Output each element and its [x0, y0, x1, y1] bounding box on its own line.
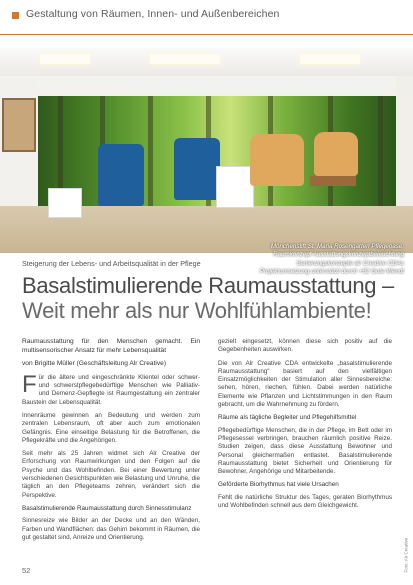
- column-left: [22, 338, 200, 547]
- subheading: Basalstimulierende Raumausstattung durch Sinnesstimulanz: [22, 504, 192, 512]
- page-number: 52: [22, 566, 31, 575]
- white-side-table: [48, 188, 82, 218]
- blue-armchair: [174, 138, 220, 200]
- wooden-coffee-table: [310, 176, 356, 186]
- article-lead: Raumausstattung für den Menschen gemacht. Ein multisensorischer Ansatz für mehr Lebensqualität: [22, 338, 200, 354]
- paragraph: [22, 370, 200, 407]
- drop-cap: F: [22, 370, 37, 398]
- photo-credit-text: Foto: Alr Creative: [403, 537, 409, 573]
- paragraph: Sinnesreize wie Bilder an der Decke und an den Wänden, Farben und Wandflächen: das Gehirn bekommt in Räumen, die gut gestaltet sind, Anreize und Orientierung.: [22, 517, 200, 541]
- article-headline: [22, 273, 402, 323]
- caption-line: Raumkonzept Ausstattungskonzeptbeleuchtung: [273, 251, 404, 259]
- header-rule: [0, 34, 413, 35]
- ceiling: [0, 48, 413, 76]
- photo-caption: [232, 243, 404, 277]
- caption-line: Mönchenstift St. Maria Rosengarten Pflegeoase:: [270, 243, 404, 250]
- subheading: Geförderte Biorhythmus hat viele Ursachen: [218, 481, 339, 489]
- tree-trunk: [378, 96, 383, 208]
- ceiling-light: [150, 54, 220, 64]
- paragraph-text: ür die ältere und eingeschränkte Klientel oder schwer- und schwerstpflegebedürftige Menschen wie Palliativ- und Demenz-Gepflegte ist Raumgestaltung ein zentraler Baustein der Lebensqualität.: [22, 373, 200, 406]
- right-wall: [396, 76, 413, 206]
- left-window: [2, 98, 36, 152]
- section-marker: [12, 12, 19, 19]
- article-kicker: Steigerung der Lebens- und Arbeitsqualität in der Pflege: [22, 259, 201, 268]
- paragraph: Fehlt die natürliche Struktur des Tages, geraten Biorhythmus und Wohlbefinden schnell aus dem Gleichgewicht.: [218, 493, 392, 510]
- paragraph: Die von Alr Creative CDA entwickelte „basalstimulierende Raumausstattung“ basiert auf den vielfältigen Einsatzmöglichkeiten der Stimulation aller Sinnesbereiche: sehen, hören, riechen, fühlen. Dabei werden natürliche Elemente wie Pflanzen und Lichtstimmungen in den Raum gebracht, um die Wahrnehmung zu fördern.: [218, 359, 392, 409]
- photo-credit: [399, 505, 409, 577]
- paragraph: Pflegebedürftige Menschen, die in der Pflege, im Bett oder im Pflegesessel verbringen, brauchen räumlich positive Reize. Studien zeigen, dass diese Ausstattung Bewohner und Personal gleichermaßen entlastet. Basalstimulierende Raumausstattung bietet Sicherheit und Orientierung für Bewohner, Angehörige und Mitarbeitende.: [218, 426, 392, 476]
- headline-main: Basalstimulierende Raumausstattung –: [22, 273, 394, 298]
- caption-line: Sanierungskonzepte alr Creative CDAs: [296, 259, 404, 267]
- tree-trunk: [148, 96, 153, 208]
- section-header: [0, 0, 413, 38]
- orange-armchair: [314, 132, 358, 176]
- paragraph: gezielt eingesetzt, können diese sich positiv auf die Gegebenheiten auswirken.: [218, 338, 392, 354]
- column-right: [218, 338, 392, 515]
- blue-armchair: [98, 144, 144, 206]
- ceiling-light: [40, 54, 90, 64]
- paragraph: Innenräume gewinnen an Bedeutung und werden zum zentralen Lebensraum, oft aber auch zum emotionalen Gefängnis. Eine einseitige Belastung für die Betroffenen, die Pflegekräfte und die Angehörigen.: [22, 411, 200, 444]
- caption-line: Projektumsetzung unterstützt durch +52 Gute Wendt: [259, 268, 404, 276]
- paragraph: Seit mehr als 25 Jahren widmet sich Alr Creative der Erforschung von Raumwirkungen und den Folgen auf die Psyche und das Wohlbefinden. Bei einer Bewertung unter verschiedenen Gesichtspunkten wie Belastung und Unruhe, die täglich an den Pflegeteams zehren, verändert sich die Perspektive.: [22, 450, 200, 499]
- ceiling-light: [300, 54, 360, 64]
- subheading: Räume als tägliche Begleiter und Pflegehilfsmittel: [218, 414, 357, 422]
- white-cabinet: [216, 166, 254, 208]
- orange-armchair: [250, 134, 304, 186]
- section-title: Gestaltung von Räumen, Innen- und Außenbereichen: [26, 8, 280, 20]
- headline-sub: Weit mehr als nur Wohlfühlambiente!: [22, 298, 372, 323]
- article-byline: von Brigitte Müller (Geschäftsleitung Alr Creative): [22, 360, 167, 368]
